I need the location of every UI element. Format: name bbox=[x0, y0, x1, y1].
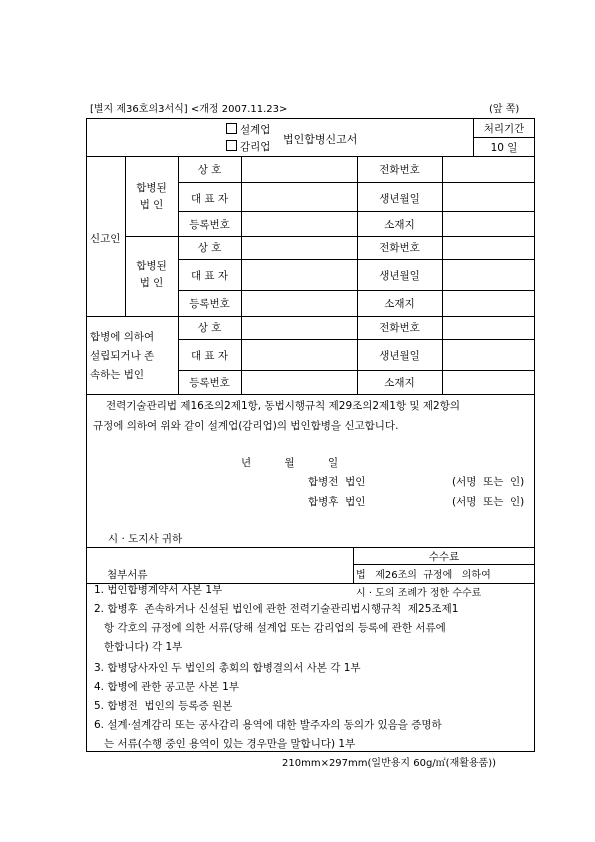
trade-name-label: 상 호 bbox=[197, 164, 222, 176]
fee-line-2: 시 · 도의 조례가 정한 수수료 bbox=[356, 588, 482, 599]
attachments-heading: 첨부서류 bbox=[107, 569, 148, 581]
page-side: (앞 쪽) bbox=[489, 104, 520, 115]
attachment-item: 3. 합병당사자인 두 법인의 총회의 합병결의서 사본 각 1부 bbox=[94, 662, 361, 674]
paper-spec-footer: 210mm×297mm(일반용지 60g/㎡(재활용품)) bbox=[282, 758, 497, 769]
merged-corp-label-2: 합병된 법 인 bbox=[136, 260, 167, 289]
phone-label: 전화번호 bbox=[379, 242, 420, 254]
form-reference: [별지 제36호의3서식] <개정 2007.11.23> bbox=[90, 104, 288, 115]
statement-line-2: 규정에 의하여 위와 같이 설계업(감리업)의 법인합병을 신고합니다. bbox=[93, 420, 399, 432]
trade-name-label: 상 호 bbox=[197, 322, 222, 334]
fee-line-1: 법 제26조의 규정에 의하여 bbox=[356, 570, 491, 581]
before-corp-sign: (서명 또는 인) bbox=[452, 476, 525, 488]
representative-label: 대 표 자 bbox=[190, 193, 229, 205]
attachment-item: 5. 합병전 법인의 등록증 원본 bbox=[94, 700, 233, 712]
reg-no-label: 등록번호 bbox=[189, 298, 230, 310]
phone-label: 전화번호 bbox=[379, 322, 420, 334]
before-corp-label: 합병전 법인 bbox=[308, 476, 366, 488]
checkbox-icon bbox=[226, 123, 237, 134]
representative-label: 대 표 자 bbox=[190, 270, 229, 282]
phone-label: 전화번호 bbox=[379, 164, 420, 176]
attachment-item: 4. 합병에 관한 공고문 사본 1부 bbox=[94, 681, 239, 693]
attachment-item: 1. 법인합병계약서 사본 1부 bbox=[94, 584, 223, 596]
date-line: 년 월 일 bbox=[241, 457, 339, 469]
trade-name-label: 상 호 bbox=[197, 242, 222, 254]
after-corp-sign: (서명 또는 인) bbox=[452, 496, 525, 508]
address-label: 소재지 bbox=[384, 219, 415, 231]
surviving-corp-label: 합병에 의하여 설립되거나 존 속하는 법인 bbox=[90, 331, 155, 381]
fee-heading: 수수료 bbox=[428, 551, 460, 563]
addressee: 시 · 도지사 귀하 bbox=[108, 533, 183, 545]
attachment-item: 2. 합병후 존속하거나 신설된 법인에 관한 전력기술관리법시행규칙 제25조제1 bbox=[94, 603, 459, 615]
option-design[interactable]: 설계업 bbox=[226, 122, 270, 137]
attachment-item: 6. 설계·설계감리 또는 공사감리 용역에 대한 발주자의 동의가 있음을 증명하 bbox=[94, 719, 442, 731]
statement-line-1: 전력기술관리법 제16조의2제1항, 동법시행규칙 제29조의2제1항 및 제2항의 bbox=[106, 400, 461, 412]
attachment-item: 항 각호의 규정에 의한 서류(당해 설계업 또는 감리업의 등록에 관한 서류에 bbox=[104, 622, 446, 634]
period-value: 10 일 bbox=[490, 142, 518, 154]
address-label: 소재지 bbox=[384, 298, 415, 310]
representative-label: 대 표 자 bbox=[190, 350, 229, 362]
period-label: 처리기간 bbox=[483, 123, 525, 135]
reporter-label: 신고인 bbox=[90, 233, 121, 245]
after-corp-label: 합병후 법인 bbox=[308, 496, 366, 508]
option-supervision[interactable]: 감리업 bbox=[226, 139, 270, 154]
attachment-item: 한합니다) 각 1부 bbox=[104, 641, 183, 653]
reg-no-label: 등록번호 bbox=[189, 219, 230, 231]
birth-label: 생년월일 bbox=[379, 193, 420, 205]
attachment-item: 는 서류(수행 중인 용역이 있는 경우만을 말합니다) 1부 bbox=[104, 738, 356, 750]
address-label: 소재지 bbox=[384, 377, 415, 389]
checkbox-icon bbox=[226, 140, 237, 151]
reg-no-label: 등록번호 bbox=[189, 377, 230, 389]
form-title: 법인합병신고서 bbox=[283, 133, 358, 146]
birth-label: 생년월일 bbox=[379, 270, 420, 282]
merged-corp-label-1: 합병된 법 인 bbox=[136, 182, 167, 211]
birth-label: 생년월일 bbox=[379, 350, 420, 362]
